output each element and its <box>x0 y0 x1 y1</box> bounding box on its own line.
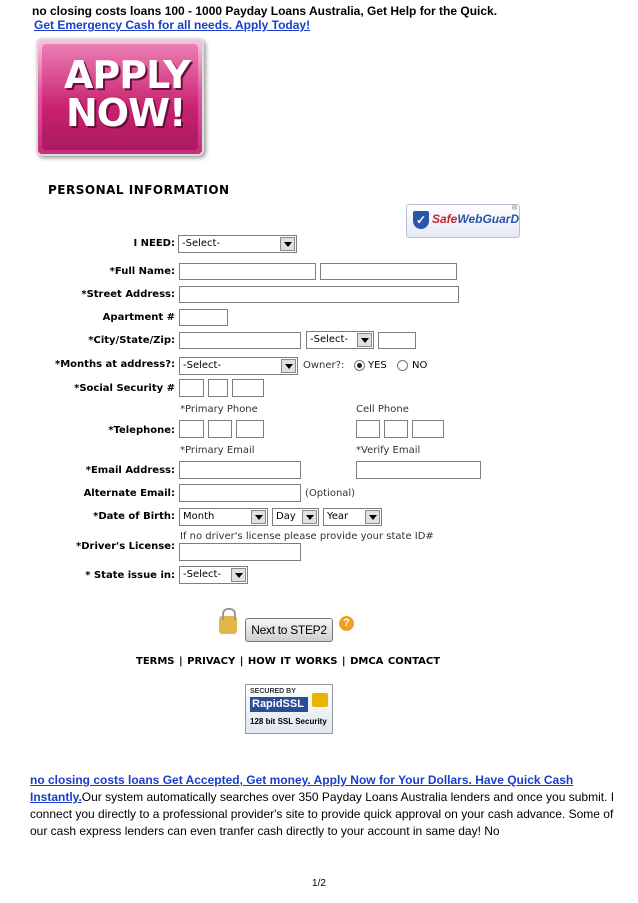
chevron-down-icon <box>365 510 380 524</box>
owner-label: Owner?: <box>303 360 345 371</box>
ssn-label: *Social Security # <box>74 383 175 394</box>
chevron-down-icon <box>281 359 296 373</box>
cell-prefix-input[interactable] <box>384 420 408 438</box>
months-select[interactable]: -Select- <box>179 357 298 375</box>
verify-email-input[interactable] <box>356 461 481 479</box>
dob-year-select[interactable]: Year <box>323 508 382 526</box>
state-select[interactable]: -Select- <box>306 331 374 349</box>
primary-phone-note: *Primary Phone <box>180 404 258 415</box>
first-name-input[interactable] <box>179 263 316 280</box>
ssn-part2-input[interactable] <box>208 379 228 397</box>
ssn-part3-input[interactable] <box>232 379 264 397</box>
safewebguard-text: SafeWebGuarD <box>432 212 520 226</box>
i-need-select[interactable]: -Select- <box>178 235 297 253</box>
email-input[interactable] <box>179 461 301 479</box>
page-title: no closing costs loans 100 - 1000 Payday Loans Australia, Get Help for the Quick. <box>32 4 498 18</box>
license-hint-note: If no driver's license please provide your state ID# <box>180 531 434 542</box>
street-label: *Street Address: <box>81 289 175 300</box>
page-number: 1/2 <box>312 878 326 889</box>
ssl-brand: RapidSSL <box>250 697 308 712</box>
license-label: *Driver's License: <box>76 541 175 552</box>
alt-email-input[interactable] <box>179 484 301 502</box>
chevron-down-icon <box>357 333 372 347</box>
chevron-down-icon <box>280 237 295 251</box>
apply-now-text <box>64 53 190 135</box>
ssl-secured-by: SECURED BY <box>250 688 296 695</box>
telephone-label: *Telephone: <box>108 425 175 436</box>
state-issue-label: * State issue in: <box>85 570 175 581</box>
i-need-label: I NEED: <box>133 238 175 249</box>
chevron-down-icon <box>231 568 246 582</box>
ssl-bits: 128 bit SSL Security <box>250 717 327 726</box>
last-name-input[interactable] <box>320 263 457 280</box>
zip-input[interactable] <box>378 332 416 349</box>
dob-day-select[interactable]: Day <box>272 508 319 526</box>
next-step-button[interactable]: Next to STEP2 <box>245 618 333 642</box>
safewebguard-badge <box>406 204 520 238</box>
apply-now-line1: APPLY <box>64 53 190 97</box>
owner-yes-radio[interactable] <box>354 360 365 371</box>
owner-no-label: NO <box>412 360 428 371</box>
apply-today-link[interactable]: Get Emergency Cash for all needs. Apply Today! <box>34 18 311 32</box>
rapidssl-badge <box>245 684 333 734</box>
optional-note: (Optional) <box>305 488 356 499</box>
apply-now-banner[interactable] <box>36 38 204 156</box>
help-icon[interactable]: ? <box>339 616 354 631</box>
lock-icon <box>219 616 237 634</box>
dob-month-select[interactable]: Month <box>179 508 268 526</box>
phone-area-input[interactable] <box>179 420 204 438</box>
dob-label: *Date of Birth: <box>93 511 175 522</box>
primary-email-note: *Primary Email <box>180 445 255 456</box>
cell-area-input[interactable] <box>356 420 380 438</box>
chevron-down-icon <box>302 510 317 524</box>
owner-yes-label: YES <box>368 360 387 371</box>
body-link[interactable]: no closing costs loans Get Accepted, Get money. Apply Now for Your Dollars. Have Quick Cash Instantly. <box>30 773 574 804</box>
full-name-label: *Full Name: <box>109 266 175 277</box>
phone-prefix-input[interactable] <box>208 420 232 438</box>
verify-email-note: *Verify Email <box>356 445 421 456</box>
city-label: *City/State/Zip: <box>88 335 175 346</box>
street-input[interactable] <box>179 286 459 303</box>
apply-now-line2: NOW! <box>66 91 186 135</box>
license-input[interactable] <box>179 543 301 561</box>
owner-no-radio[interactable] <box>397 360 408 371</box>
chevron-down-icon <box>251 510 266 524</box>
months-label: *Months at address?: <box>55 359 175 370</box>
body-paragraph <box>30 772 620 840</box>
apartment-input[interactable] <box>179 309 228 326</box>
alt-email-label: Alternate Email: <box>83 488 175 499</box>
email-label: *Email Address: <box>85 465 175 476</box>
ssn-part1-input[interactable] <box>179 379 204 397</box>
body-text: Our system automatically searches over 350 Payday Loans Australia lenders and once you submit. I connect you directly to a professional provider's site to provide quick approval on your cash advance. Some of our cash express lenders can even tranfer cash directly to your account in same day! No <box>30 790 615 838</box>
phone-line-input[interactable] <box>236 420 264 438</box>
cell-phone-note: Cell Phone <box>356 404 409 415</box>
apartment-label: Apartment # <box>102 312 175 323</box>
shield-icon: ✓ <box>413 211 429 229</box>
apply-now-inner <box>42 44 198 150</box>
city-input[interactable] <box>179 332 301 349</box>
state-issue-select[interactable]: -Select- <box>179 566 248 584</box>
registered-mark: ® <box>512 205 518 212</box>
cell-line-input[interactable] <box>412 420 444 438</box>
padlock-icon <box>312 693 328 707</box>
section-title: PERSONAL INFORMATION <box>48 183 230 197</box>
footer-links[interactable]: TERMS | PRIVACY | HOW IT WORKS | DMCA CONTACT <box>136 656 441 667</box>
